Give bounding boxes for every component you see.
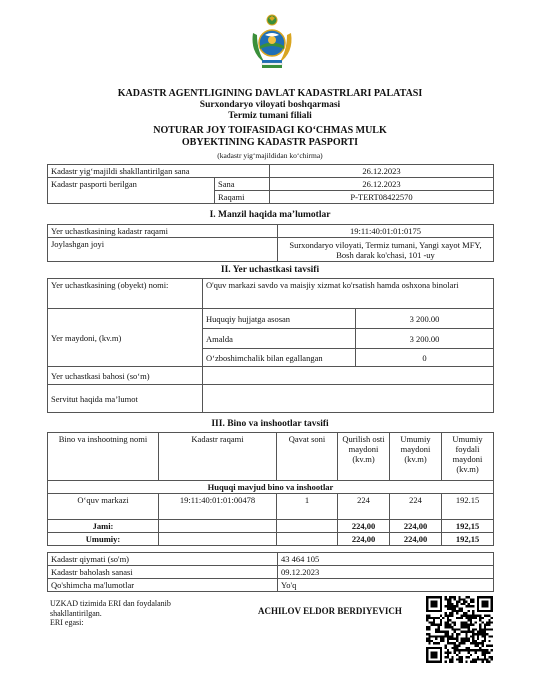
- area-unauthorized-label: O‘zboshimchalik bilan egallangan: [203, 349, 356, 367]
- agency-name: KADASTR AGENTLIGINING DAVLAT KADASTRLARI PALATASI: [117, 88, 423, 99]
- signer-name: ACHILOV ELDOR BERDIYEVICH: [258, 606, 402, 616]
- location-value: [278, 238, 494, 262]
- region-office: Surxondaryo viloyati boshqarmasi: [199, 100, 341, 110]
- buildings-table: [47, 432, 494, 546]
- passport-number-value: P-TERT08422570: [270, 191, 494, 204]
- section-3-title: III. Bino va inshootlar tavsifi: [211, 419, 329, 429]
- land-plot-table: [47, 278, 494, 413]
- grand-total-useful-area: 192,15: [442, 533, 494, 546]
- location-line-2: Bosh darak ko'chasi, 101 -uy: [336, 249, 435, 260]
- area-label: Yer maydoni, (kv.m): [48, 309, 203, 367]
- col-cadastral-number: Kadastr raqami: [159, 433, 277, 481]
- subtotal-useful-area: 192,15: [442, 520, 494, 533]
- signature-note-line-2: shakllantirilgan.: [50, 608, 102, 618]
- issue-date-label: Sana: [215, 178, 270, 191]
- passport-issued-label: Kadastr pasporti berilgan: [48, 178, 215, 204]
- valuation-date-label: Kadastr baholash sanasi: [48, 566, 278, 579]
- document-title-line2: OBYEKTINING KADASTR PASPORTI: [181, 137, 359, 148]
- passport-number-label: Raqami: [215, 191, 270, 204]
- formation-date-value: 26.12.2023: [270, 165, 494, 178]
- section-1-title: I. Manzil haqida ma’lumotlar: [209, 210, 331, 220]
- address-table: [47, 224, 494, 262]
- col-total-area: Umumiy maydoni (kv.m): [390, 433, 442, 481]
- grand-total-label: Umumiy:: [48, 533, 159, 546]
- area-unauthorized-value: 0: [356, 349, 494, 367]
- servitude-label: Servitut haqida ma’lumot: [48, 385, 203, 413]
- document-subtitle: (kadastr yig‘majildidan ko‘chirma): [217, 151, 323, 160]
- plot-value-value: [203, 367, 494, 385]
- cadastral-value-label: Kadastr qiymati (so'm): [48, 553, 278, 566]
- object-name-label: Yer uchastkasining (obyekt) nomi:: [48, 279, 203, 309]
- cadastral-number-label: Yer uchastkasining kadastr raqami: [48, 225, 278, 238]
- location-label: Joylashgan joyi: [48, 238, 278, 262]
- qr-code-icon: [426, 596, 493, 663]
- district-branch: Termiz tumani filiali: [228, 111, 312, 121]
- valuation-table: [47, 552, 494, 592]
- area-actual-label: Amalda: [203, 329, 356, 349]
- issue-date-value: 26.12.2023: [270, 178, 494, 191]
- building-name: O‘quv markazi: [48, 494, 159, 520]
- col-building-name: Bino va inshootning nomi: [48, 433, 159, 481]
- document-title-line1: NOTURAR JOY TOIFASIDAGI KO‘CHMAS MULK: [153, 125, 387, 136]
- formation-date-label: Kadastr yig‘majildi shakllantirilgan sana: [48, 165, 270, 178]
- additional-info-value: Yo'q: [278, 579, 494, 592]
- state-emblem-icon: [247, 13, 297, 69]
- location-line-1: Surxondaryo viloyati, Termiz tumani, Yangi xayot MFY,: [289, 239, 482, 250]
- grand-total-empty-1: [159, 533, 277, 546]
- cadastral-number-value: 19:11:40:01:01:0175: [278, 225, 494, 238]
- grand-total-base-area: 224,00: [338, 533, 390, 546]
- col-useful-area: Umumiy foydali maydoni (kv.m): [442, 433, 494, 481]
- section-2-title: II. Yer uchastkasi tavsifi: [220, 265, 320, 275]
- subtotal-empty-1: [159, 520, 277, 533]
- signature-note: [50, 599, 210, 628]
- subtotal-total-area: 224,00: [390, 520, 442, 533]
- col-floors: Qavat soni: [277, 433, 338, 481]
- area-legal-value: 3 200.00: [356, 309, 494, 329]
- building-total-area: 224: [390, 494, 442, 520]
- grand-total-total-area: 224,00: [390, 533, 442, 546]
- subtotal-label: Jami:: [48, 520, 159, 533]
- servitude-value: [203, 385, 494, 413]
- valuation-date-value: 09.12.2023: [278, 566, 494, 579]
- building-floors: 1: [277, 494, 338, 520]
- additional-info-label: Qo'shimcha ma'lumotlar: [48, 579, 278, 592]
- plot-value-label: Yer uchastkasi bahosi (so‘m): [48, 367, 203, 385]
- object-name-value: O'quv markazi savdo va maisjiy xizmat ko'rsatish hamda oshxona binolari: [203, 279, 494, 309]
- building-cadastral-number: 19:11:40:01:01:00478: [159, 494, 277, 520]
- group-label: Huquqi mavjud bino va inshootlar: [48, 481, 494, 494]
- subtotal-base-area: 224,00: [338, 520, 390, 533]
- col-base-area: Qurilish osti maydoni (kv.m): [338, 433, 390, 481]
- passport-info-table: [47, 164, 494, 204]
- signature-note-line-1: UZKAD tizimida ERI dan foydalanib: [50, 599, 171, 608]
- area-actual-value: 3 200.00: [356, 329, 494, 349]
- building-useful-area: 192.15: [442, 494, 494, 520]
- cadastral-value-value: 43 464 105: [278, 553, 494, 566]
- table-row: [48, 494, 494, 520]
- grand-total-empty-2: [277, 533, 338, 546]
- subtotal-empty-2: [277, 520, 338, 533]
- area-legal-label: Huquqiy hujjatga asosan: [203, 309, 356, 329]
- building-base-area: 224: [338, 494, 390, 520]
- signature-note-line-3: ERI egasi:: [50, 618, 84, 627]
